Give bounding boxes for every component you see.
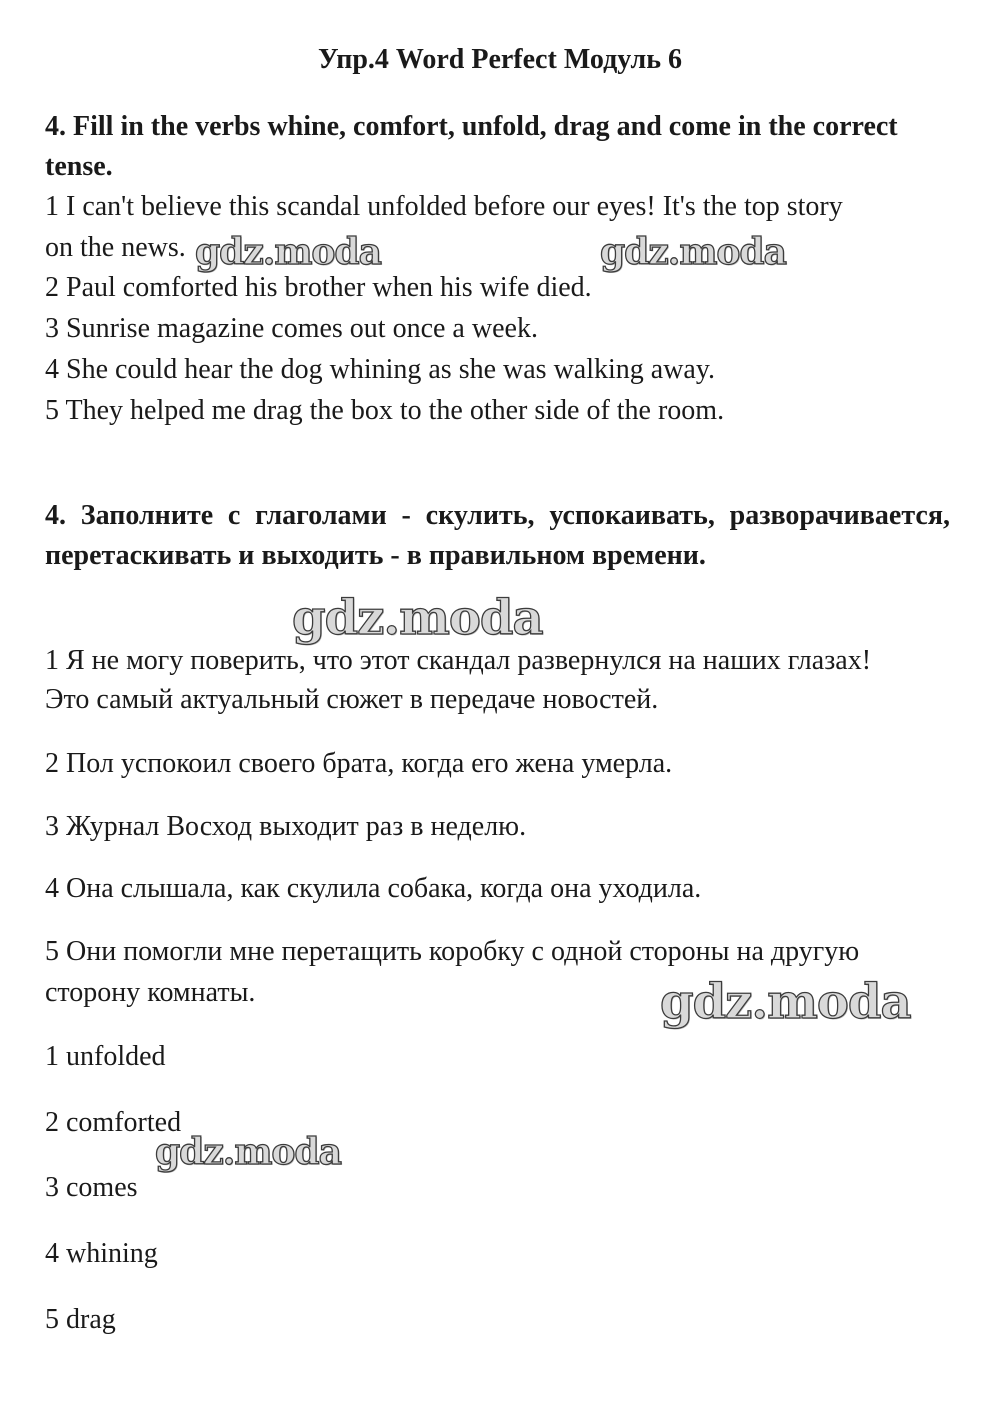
- answer-3: 3 comes: [45, 1172, 138, 1203]
- russian-sentence-2: 2 Пол успокоил своего брата, когда его жена умерла.: [45, 748, 673, 779]
- watermark-logo: gdz.moda: [195, 231, 381, 273]
- watermark-logo: gdz.moda: [155, 1131, 341, 1173]
- russian-task-heading: 4. Заполните с глаголами - скулить, успокаивать, разворачивается, перетаскивать и выходить - в правильном времени.: [45, 500, 950, 571]
- english-sentence-2: 2 Paul comforted his brother when his wife died.: [45, 272, 592, 303]
- watermark-logo: gdz.moda: [600, 231, 786, 273]
- answer-2: 2 comforted: [45, 1107, 182, 1138]
- english-sentence-1: 1 I can't believe this scandal unfolded before our eyes! It's the top story: [45, 191, 843, 222]
- english-task-heading: 4. Fill in the verbs whine, comfort, unfold, drag and come in the correct tense.: [45, 111, 898, 182]
- answer-4: 4 whining: [45, 1238, 158, 1269]
- watermark-logo: gdz.moda: [660, 974, 911, 1030]
- english-sentence-4: 4 She could hear the dog whining as she was walking away.: [45, 354, 716, 385]
- russian-sentence-1-continued: Это самый актуальный сюжет в передаче новостей.: [45, 684, 659, 715]
- russian-sentence-3: 3 Журнал Восход выходит раз в неделю.: [45, 811, 527, 842]
- russian-sentence-5-continued: сторону комнаты.: [45, 977, 256, 1008]
- answer-5: 5 drag: [45, 1304, 116, 1335]
- english-sentence-1-continued: on the news.: [45, 232, 186, 263]
- english-sentence-5: 5 They helped me drag the box to the other side of the room.: [45, 395, 725, 426]
- russian-sentence-5: 5 Они помогли мне перетащить коробку с одной стороны на другую: [45, 936, 860, 967]
- watermark-logo: gdz.moda: [292, 590, 543, 646]
- page-title: Упр.4 Word Perfect Модуль 6: [317, 44, 683, 75]
- answer-1: 1 unfolded: [45, 1041, 166, 1072]
- russian-sentence-4: 4 Она слышала, как скулила собака, когда она уходила.: [45, 873, 702, 904]
- english-sentence-3: 3 Sunrise magazine comes out once a week.: [45, 313, 538, 344]
- russian-sentence-1: 1 Я не могу поверить, что этот скандал развернулся на наших глазах!: [45, 645, 872, 676]
